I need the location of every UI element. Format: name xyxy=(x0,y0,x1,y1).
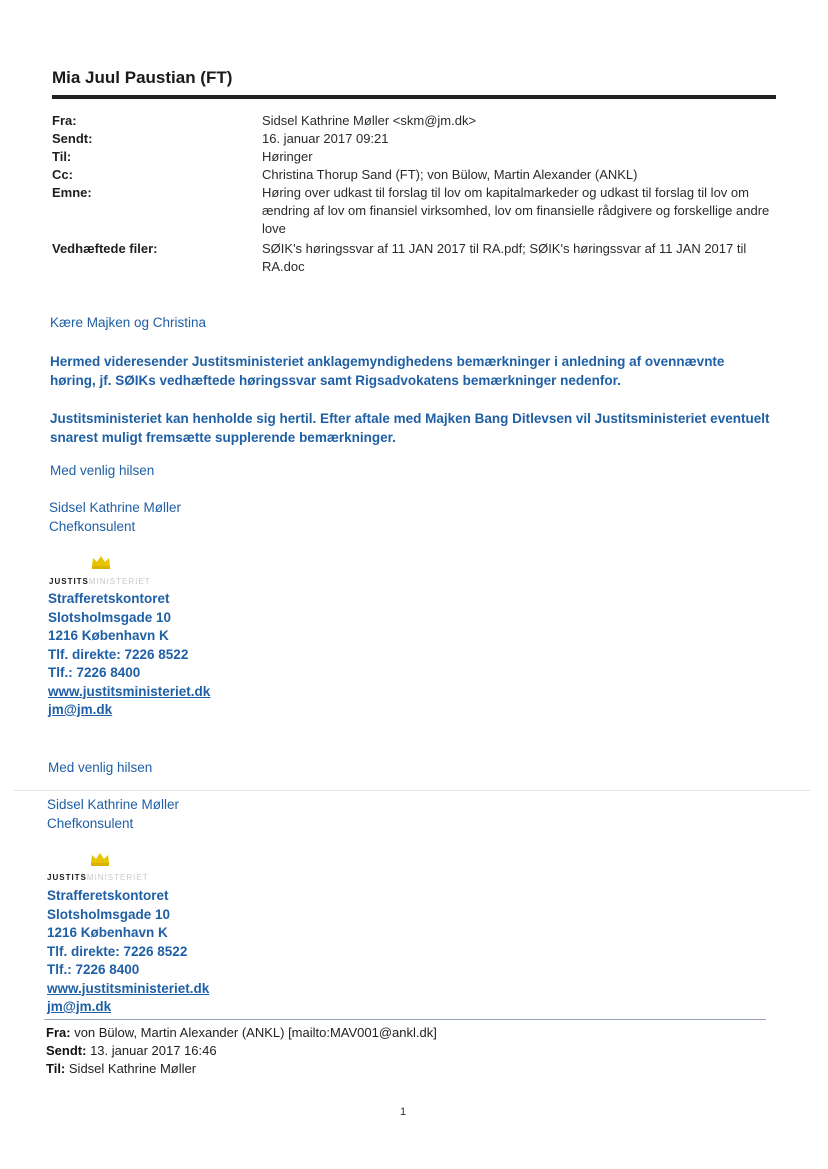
phone-1: Tlf.: 7226 8400 xyxy=(48,665,141,680)
signature-block-1 xyxy=(49,499,181,536)
forwarded-header xyxy=(46,1024,437,1078)
fw-to-label: Til: xyxy=(46,1061,66,1076)
meta-sent-label: Sendt: xyxy=(52,131,93,146)
signature-title-2: Chefkonsulent xyxy=(47,815,134,831)
body-paragraph-2: Justitsministeriet kan henholde sig hertil. Efter aftale med Majken Bang Ditlevsen vil Justitsministeriet eventuelt snarest muligt fremsætte supplerende bemærkninger. xyxy=(50,411,770,445)
website-link-2[interactable]: www.justitsministeriet.dk xyxy=(47,980,210,996)
fw-sent-row xyxy=(46,1042,437,1060)
meta-cc-value: Christina Thorup Sand (FT); von Bülow, Martin Alexander (ANKL) xyxy=(262,167,638,182)
phone-direct-2: Tlf. direkte: 7226 8522 xyxy=(47,943,188,959)
signature-name-2: Sidsel Kathrine Møller xyxy=(47,797,180,812)
ministry-logo-1 xyxy=(49,577,151,586)
meta-attachments-label: Vedhæftede filer: xyxy=(52,241,158,256)
signature-address-2 xyxy=(47,887,209,1017)
signature-title-1: Chefkonsulent xyxy=(49,518,136,534)
email-link-1[interactable]: jm@jm.dk xyxy=(48,702,113,717)
street-1: Slotsholmsgade 10 xyxy=(48,609,172,625)
signature-block-2 xyxy=(47,796,179,833)
meta-to-label: Til: xyxy=(52,149,72,164)
header-rule xyxy=(52,95,776,99)
street-2: Slotsholmsgade 10 xyxy=(47,906,171,922)
office-1: Strafferetskontoret xyxy=(48,591,170,606)
logo-dark-text-1: JUSTITS xyxy=(49,577,89,586)
crown-icon xyxy=(90,554,112,570)
office-2: Strafferetskontoret xyxy=(47,888,169,903)
city-1: 1216 København K xyxy=(48,628,169,643)
body-paragraph-1: Hermed videresender Justitsministeriet anklagemyndighedens bemærkninger i anledning af ovennævnte høring, jf. SØIKs vedhæftede høringssvar samt Rigsadvokatens bemærkninger nedenfor. xyxy=(50,354,725,388)
meta-subject-value: Høring over udkast til forslag til lov om kapitalmarkeder og udkast til forslag til lov om ændring af lov om finansiel virksomhed, lov om finansielle rådgivere og forskellige andre love xyxy=(262,185,770,236)
closing-1: Med venlig hilsen xyxy=(50,463,155,478)
logo-light-text-1: MINISTERIET xyxy=(88,577,151,586)
fw-sent-value: 13. januar 2017 16:46 xyxy=(90,1043,217,1058)
fw-from-label: Fra: xyxy=(46,1025,71,1040)
meta-from-label: Fra: xyxy=(52,113,77,128)
greeting: Kære Majken og Christina xyxy=(50,315,207,330)
meta-row-sent xyxy=(52,130,776,148)
meta-row-from xyxy=(52,112,776,130)
page-header-name: Mia Juul Paustian (FT) xyxy=(52,68,233,87)
meta-row-subject xyxy=(52,184,776,238)
meta-row-cc xyxy=(52,166,776,184)
email-link-2[interactable]: jm@jm.dk xyxy=(47,999,112,1014)
meta-row-attachments xyxy=(52,240,776,276)
fw-to-value: Sidsel Kathrine Møller xyxy=(68,1061,197,1076)
meta-subject-label: Emne: xyxy=(52,185,92,200)
phone-2: Tlf.: 7226 8400 xyxy=(47,962,140,977)
fw-sent-label: Sendt: xyxy=(46,1043,87,1058)
phone-direct-1: Tlf. direkte: 7226 8522 xyxy=(48,646,189,662)
meta-to-value: Høringer xyxy=(262,149,313,164)
meta-from-value: Sidsel Kathrine Møller <skm@jm.dk> xyxy=(262,113,477,128)
logo-light-text-2: MINISTERIET xyxy=(86,873,149,882)
page-number: 1 xyxy=(400,1106,407,1118)
email-meta-table xyxy=(52,112,776,276)
logo-dark-text-2: JUSTITS xyxy=(47,873,87,882)
fw-to-row xyxy=(46,1060,437,1078)
website-link-1[interactable]: www.justitsministeriet.dk xyxy=(48,683,211,699)
divider-1 xyxy=(14,790,810,791)
ministry-logo-2 xyxy=(47,873,149,882)
meta-attachments-value: SØIK's høringssvar af 11 JAN 2017 til RA.pdf; SØIK's høringssvar af 11 JAN 2017 til RA.doc xyxy=(262,241,747,274)
fw-from-value: von Bülow, Martin Alexander (ANKL) [mailto:MAV001@ankl.dk] xyxy=(74,1025,437,1040)
fw-from-row xyxy=(46,1024,437,1042)
signature-address-1 xyxy=(48,590,210,720)
meta-cc-label: Cc: xyxy=(52,167,73,182)
closing-2: Med venlig hilsen xyxy=(48,760,153,775)
meta-sent-value: 16. januar 2017 09:21 xyxy=(262,131,389,146)
meta-row-to xyxy=(52,148,776,166)
city-2: 1216 København K xyxy=(47,925,168,940)
signature-name-1: Sidsel Kathrine Møller xyxy=(49,500,182,515)
divider-2 xyxy=(44,1019,766,1020)
crown-icon xyxy=(89,851,111,867)
